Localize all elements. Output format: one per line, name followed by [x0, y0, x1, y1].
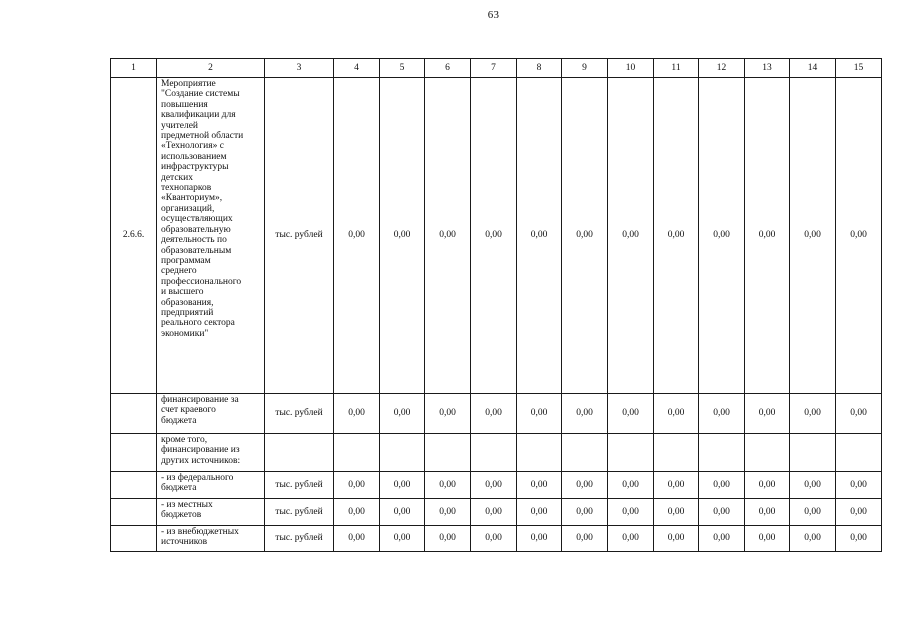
value-cell: 0,00	[699, 394, 745, 434]
value-cell: 0,00	[654, 394, 699, 434]
row-code: 2.6.6.	[111, 78, 157, 394]
value-cell: 0,00	[608, 78, 654, 394]
value-cell: 0,00	[608, 472, 654, 499]
value-cell: 0,00	[836, 472, 882, 499]
value-cell: 0,00	[562, 78, 608, 394]
table-row	[111, 394, 882, 434]
value-cell	[699, 434, 745, 472]
value-cell: 0,00	[654, 499, 699, 526]
column-header: 15	[836, 59, 882, 78]
row-code	[111, 434, 157, 472]
value-cell	[334, 434, 380, 472]
value-cell: 0,00	[334, 394, 380, 434]
value-cell	[790, 434, 836, 472]
row-unit: тыс. рублей	[265, 394, 334, 434]
value-cell: 0,00	[425, 526, 471, 552]
page-number: 63	[487, 9, 500, 21]
value-cell: 0,00	[790, 394, 836, 434]
value-cell: 0,00	[517, 78, 562, 394]
value-cell: 0,00	[425, 394, 471, 434]
value-cell: 0,00	[836, 526, 882, 552]
value-cell: 0,00	[471, 78, 517, 394]
financing-table	[110, 58, 882, 552]
column-header: 5	[380, 59, 425, 78]
column-header: 1	[111, 59, 157, 78]
column-header: 10	[608, 59, 654, 78]
column-header: 9	[562, 59, 608, 78]
value-cell: 0,00	[836, 499, 882, 526]
value-cell: 0,00	[790, 78, 836, 394]
column-header: 11	[654, 59, 699, 78]
value-cell: 0,00	[699, 78, 745, 394]
value-cell: 0,00	[699, 526, 745, 552]
value-cell: 0,00	[425, 472, 471, 499]
value-cell: 0,00	[654, 78, 699, 394]
value-cell	[425, 434, 471, 472]
value-cell: 0,00	[699, 472, 745, 499]
table-row	[111, 472, 882, 499]
value-cell: 0,00	[380, 499, 425, 526]
value-cell: 0,00	[380, 472, 425, 499]
value-cell: 0,00	[334, 78, 380, 394]
value-cell: 0,00	[562, 472, 608, 499]
column-header: 12	[699, 59, 745, 78]
table-row	[111, 434, 882, 472]
row-unit: тыс. рублей	[265, 526, 334, 552]
column-header: 14	[790, 59, 836, 78]
table-header-row	[111, 59, 882, 78]
row-unit: тыс. рублей	[265, 499, 334, 526]
value-cell: 0,00	[334, 499, 380, 526]
value-cell: 0,00	[562, 526, 608, 552]
row-name: Мероприятие "Создание системы повышения квалификации для учителей предметной области «Технология» с использованием инфраструктуры детских технопарков «Кванториум», организаций, осуществляющих образовательную деятельность по образовательным программам среднего профессионального и высшего образования, предприятий реального сектора экономики"	[157, 78, 265, 394]
column-header: 8	[517, 59, 562, 78]
row-code	[111, 394, 157, 434]
value-cell: 0,00	[471, 394, 517, 434]
value-cell	[471, 434, 517, 472]
column-header: 6	[425, 59, 471, 78]
value-cell: 0,00	[608, 394, 654, 434]
row-code	[111, 499, 157, 526]
column-header: 13	[745, 59, 790, 78]
value-cell: 0,00	[745, 394, 790, 434]
row-name: - из федерального бюджета	[157, 472, 265, 499]
value-cell	[836, 434, 882, 472]
value-cell: 0,00	[790, 499, 836, 526]
row-name: - из внебюджетных источников	[157, 526, 265, 552]
value-cell	[380, 434, 425, 472]
value-cell: 0,00	[836, 394, 882, 434]
value-cell: 0,00	[745, 472, 790, 499]
value-cell: 0,00	[380, 78, 425, 394]
value-cell	[745, 434, 790, 472]
value-cell: 0,00	[562, 499, 608, 526]
column-header: 4	[334, 59, 380, 78]
value-cell: 0,00	[471, 472, 517, 499]
value-cell: 0,00	[334, 472, 380, 499]
value-cell: 0,00	[380, 526, 425, 552]
column-header: 2	[157, 59, 265, 78]
value-cell: 0,00	[699, 499, 745, 526]
table-row	[111, 499, 882, 526]
column-header: 7	[471, 59, 517, 78]
table-row	[111, 78, 882, 394]
row-name: - из местных бюджетов	[157, 499, 265, 526]
row-unit	[265, 434, 334, 472]
table-row	[111, 526, 882, 552]
value-cell: 0,00	[654, 472, 699, 499]
row-name: финансирование за счет краевого бюджета	[157, 394, 265, 434]
value-cell: 0,00	[836, 78, 882, 394]
row-unit: тыс. рублей	[265, 472, 334, 499]
value-cell: 0,00	[517, 394, 562, 434]
value-cell	[517, 434, 562, 472]
value-cell: 0,00	[380, 394, 425, 434]
row-code	[111, 472, 157, 499]
value-cell: 0,00	[608, 499, 654, 526]
row-unit: тыс. рублей	[265, 78, 334, 394]
value-cell: 0,00	[471, 499, 517, 526]
value-cell: 0,00	[334, 526, 380, 552]
value-cell	[608, 434, 654, 472]
value-cell: 0,00	[517, 472, 562, 499]
value-cell: 0,00	[654, 526, 699, 552]
row-code	[111, 526, 157, 552]
value-cell: 0,00	[608, 526, 654, 552]
value-cell: 0,00	[471, 526, 517, 552]
value-cell	[562, 434, 608, 472]
value-cell	[654, 434, 699, 472]
value-cell: 0,00	[790, 472, 836, 499]
value-cell: 0,00	[517, 499, 562, 526]
value-cell: 0,00	[790, 526, 836, 552]
value-cell: 0,00	[562, 394, 608, 434]
value-cell: 0,00	[745, 526, 790, 552]
value-cell: 0,00	[425, 78, 471, 394]
value-cell: 0,00	[425, 499, 471, 526]
value-cell: 0,00	[745, 499, 790, 526]
value-cell: 0,00	[745, 78, 790, 394]
column-header: 3	[265, 59, 334, 78]
value-cell: 0,00	[517, 526, 562, 552]
row-name: кроме того, финансирование из других источников:	[157, 434, 265, 472]
